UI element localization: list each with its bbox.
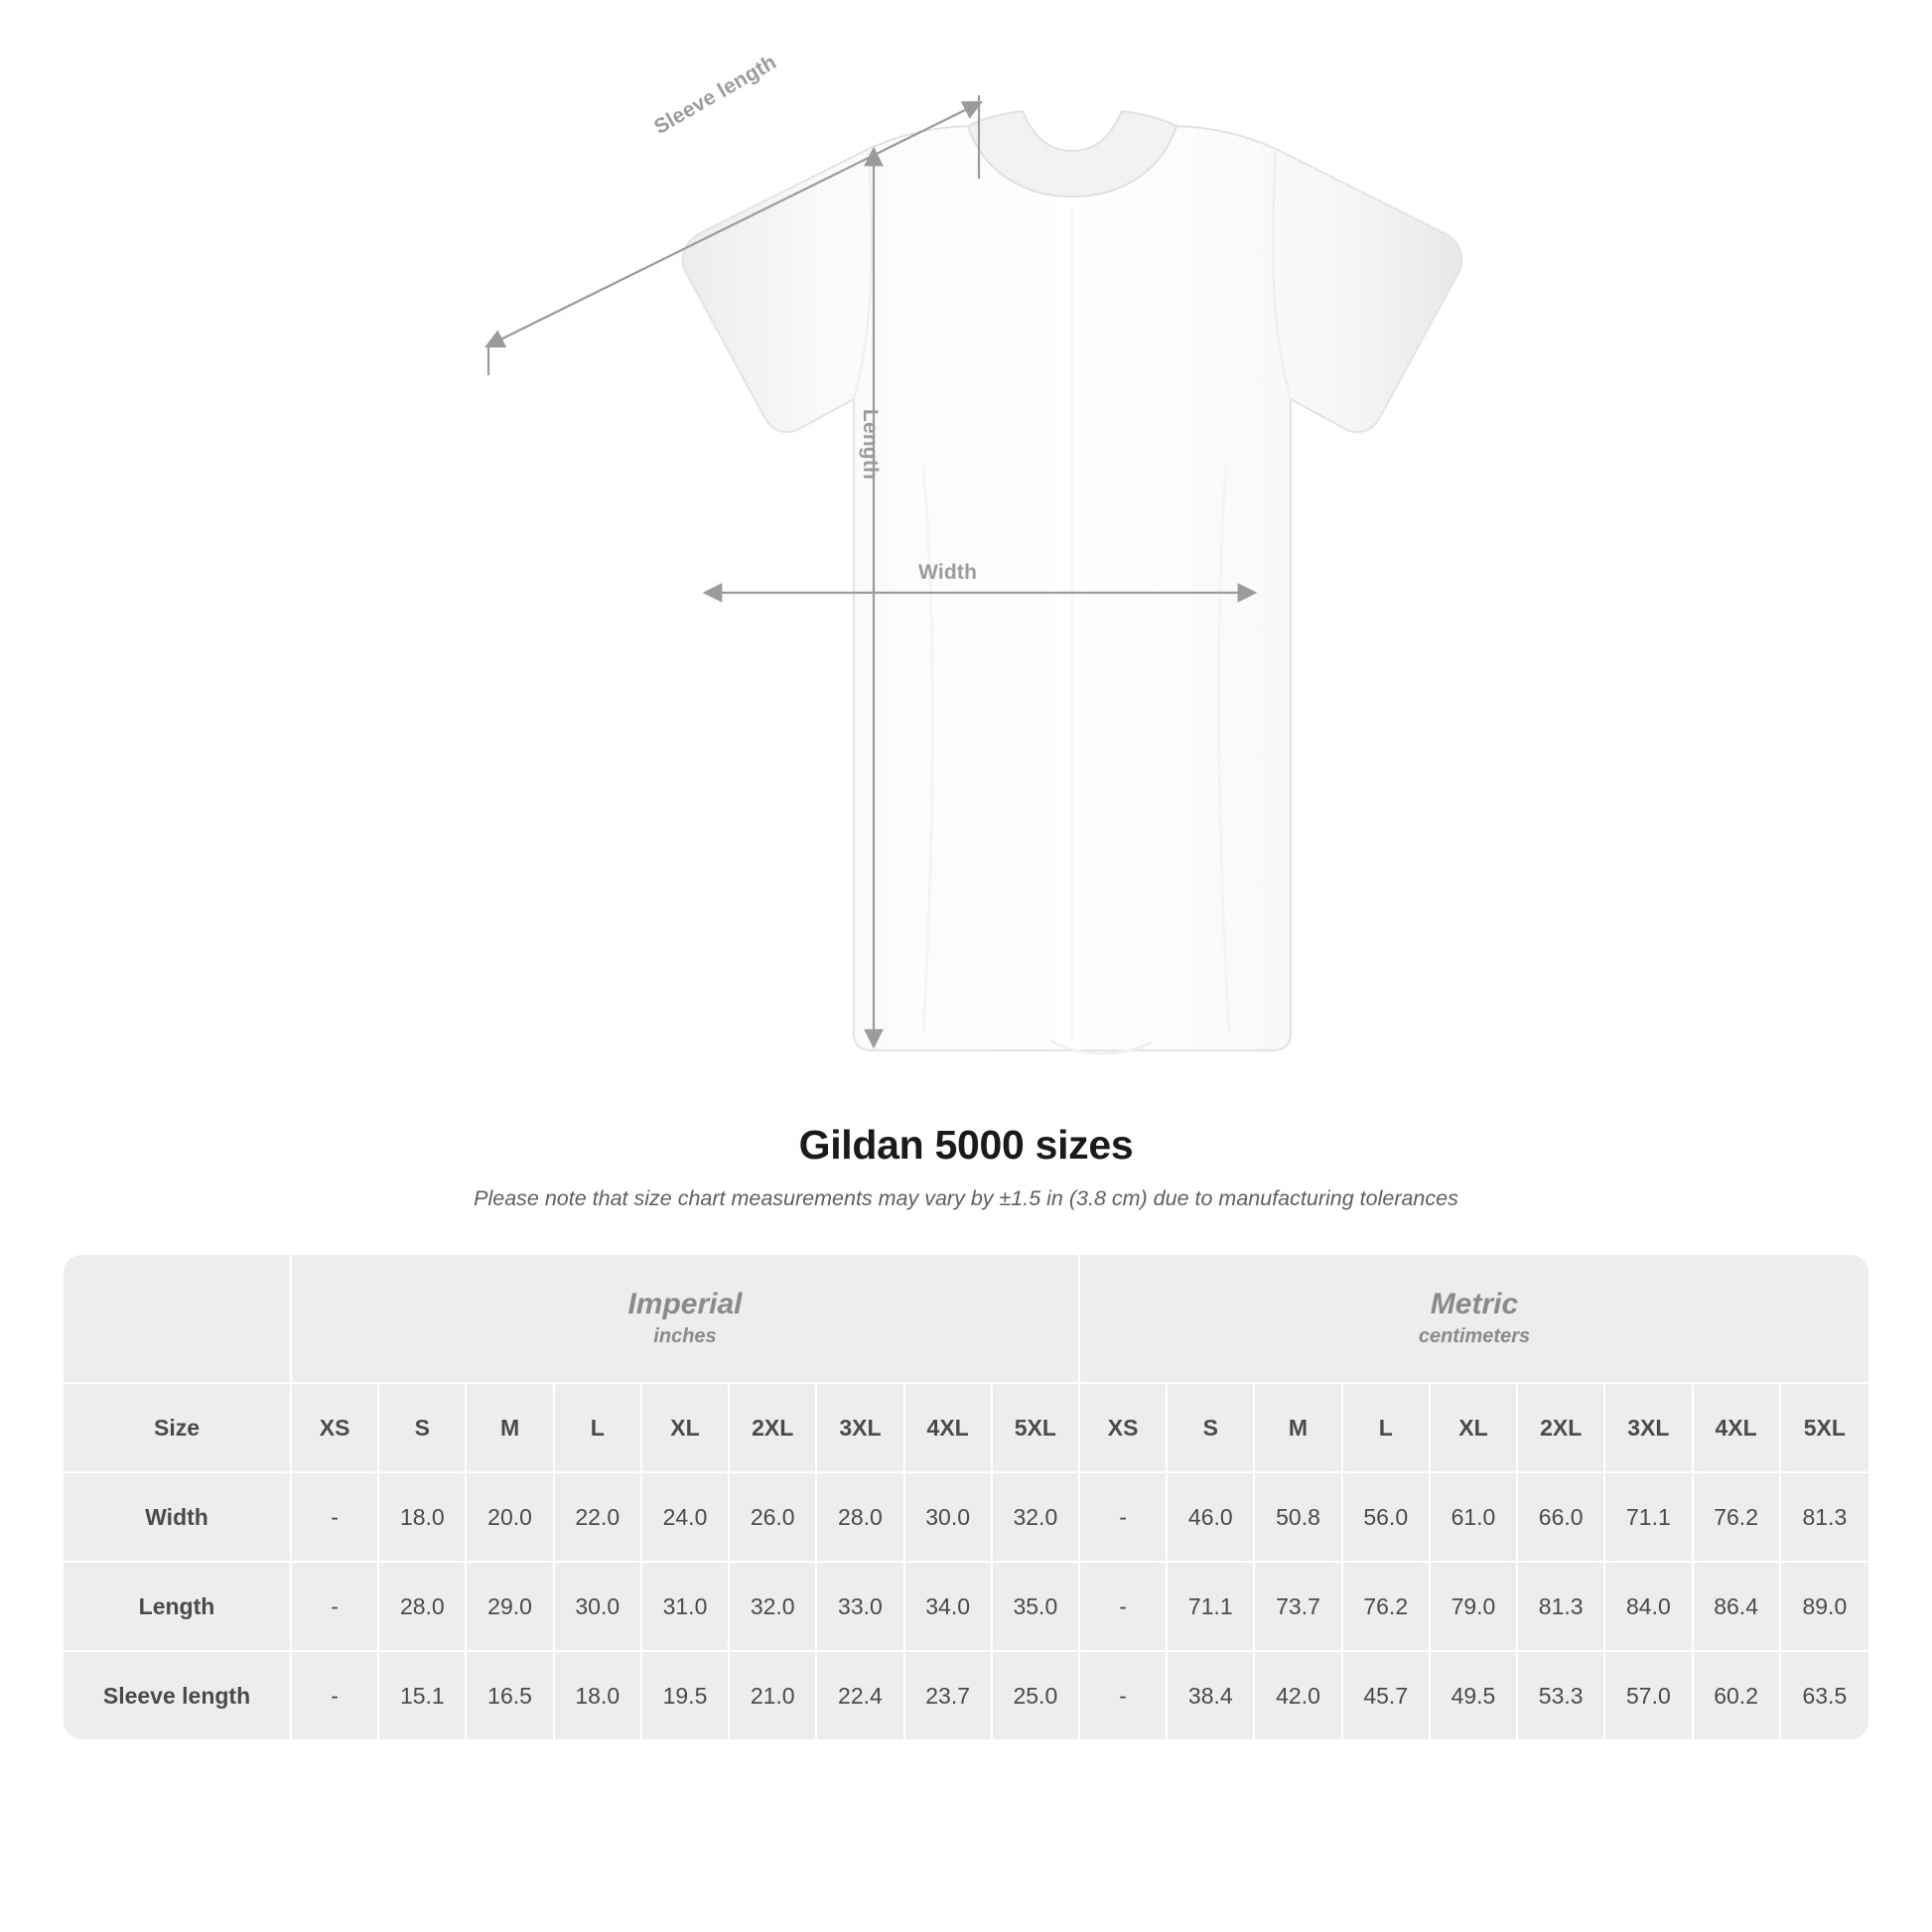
unit-group-metric-name: Metric: [1430, 1288, 1519, 1320]
cell-length-metric-xs: -: [1080, 1563, 1168, 1652]
cell-width-metric-l: 56.0: [1343, 1473, 1431, 1563]
col-metric-s: S: [1168, 1384, 1255, 1473]
cell-length-metric-m: 73.7: [1255, 1563, 1342, 1652]
page-title: Gildan 5000 sizes: [798, 1122, 1134, 1168]
cell-length-metric-4xl: 86.4: [1694, 1563, 1781, 1652]
tolerance-note: Please note that size chart measurements may vary by ±1.5 in (3.8 cm) due to manufacturing tolerances: [474, 1186, 1458, 1210]
cell-width-metric-5xl: 81.3: [1781, 1473, 1868, 1563]
col-imperial-2xl: 2XL: [730, 1384, 817, 1473]
cell-sleeve-metric-xl: 49.5: [1431, 1652, 1518, 1739]
cell-length-metric-xl: 79.0: [1431, 1563, 1518, 1652]
col-imperial-xl: XL: [642, 1384, 730, 1473]
table-row: [64, 1473, 1868, 1563]
cell-width-imperial-l: 22.0: [555, 1473, 642, 1563]
cell-sleeve-metric-m: 42.0: [1255, 1652, 1342, 1739]
unit-group-row: [64, 1255, 1868, 1384]
cell-width-metric-xl: 61.0: [1431, 1473, 1518, 1563]
cell-width-imperial-4xl: 30.0: [905, 1473, 993, 1563]
cell-width-metric-3xl: 71.1: [1605, 1473, 1693, 1563]
cell-width-imperial-2xl: 26.0: [730, 1473, 817, 1563]
cell-sleeve-metric-l: 45.7: [1343, 1652, 1431, 1739]
col-metric-l: L: [1343, 1384, 1431, 1473]
col-metric-m: M: [1255, 1384, 1342, 1473]
cell-length-metric-2xl: 81.3: [1518, 1563, 1605, 1652]
cell-width-imperial-xl: 24.0: [642, 1473, 730, 1563]
col-metric-3xl: 3XL: [1605, 1384, 1693, 1473]
cell-width-metric-xs: -: [1080, 1473, 1168, 1563]
unit-group-imperial-name: Imperial: [627, 1288, 743, 1320]
col-metric-5xl: 5XL: [1781, 1384, 1868, 1473]
row-label-sleeve-length: Sleeve length: [64, 1652, 292, 1739]
row-label-width: Width: [64, 1473, 292, 1563]
cell-width-metric-2xl: 66.0: [1518, 1473, 1605, 1563]
col-imperial-xs: XS: [292, 1384, 379, 1473]
cell-length-imperial-xs: -: [292, 1563, 379, 1652]
size-header-row: [64, 1384, 1868, 1473]
width-dimension-label: Width: [918, 561, 978, 584]
cell-width-imperial-3xl: 28.0: [817, 1473, 904, 1563]
size-header-label: Size: [64, 1384, 292, 1473]
cell-width-imperial-s: 18.0: [379, 1473, 467, 1563]
col-metric-xl: XL: [1431, 1384, 1518, 1473]
cell-width-imperial-m: 20.0: [467, 1473, 554, 1563]
cell-length-imperial-m: 29.0: [467, 1563, 554, 1652]
cell-sleeve-imperial-2xl: 21.0: [730, 1652, 817, 1739]
cell-sleeve-imperial-xl: 19.5: [642, 1652, 730, 1739]
cell-length-imperial-5xl: 35.0: [993, 1563, 1080, 1652]
cell-sleeve-metric-s: 38.4: [1168, 1652, 1255, 1739]
col-metric-2xl: 2XL: [1518, 1384, 1605, 1473]
cell-length-imperial-xl: 31.0: [642, 1563, 730, 1652]
col-imperial-4xl: 4XL: [905, 1384, 993, 1473]
unit-group-metric-sub: centimeters: [1418, 1325, 1531, 1347]
cell-length-imperial-4xl: 34.0: [905, 1563, 993, 1652]
cell-sleeve-imperial-l: 18.0: [555, 1652, 642, 1739]
cell-sleeve-imperial-s: 15.1: [379, 1652, 467, 1739]
cell-width-imperial-5xl: 32.0: [993, 1473, 1080, 1563]
unit-group-imperial: [292, 1255, 1080, 1384]
cell-length-imperial-2xl: 32.0: [730, 1563, 817, 1652]
sleeve-length-dimension-label: Sleeve length: [650, 51, 780, 139]
cell-sleeve-imperial-4xl: 23.7: [905, 1652, 993, 1739]
cell-width-imperial-xs: -: [292, 1473, 379, 1563]
cell-width-metric-s: 46.0: [1168, 1473, 1255, 1563]
cell-width-metric-m: 50.8: [1255, 1473, 1342, 1563]
unit-group-metric: [1080, 1255, 1868, 1384]
cell-length-imperial-s: 28.0: [379, 1563, 467, 1652]
col-imperial-s: S: [379, 1384, 467, 1473]
length-dimension-label: Length: [859, 409, 882, 481]
size-table-wrapper: [64, 1255, 1868, 1739]
col-metric-4xl: 4XL: [1694, 1384, 1781, 1473]
table-corner-cell: [64, 1255, 292, 1384]
cell-length-metric-5xl: 89.0: [1781, 1563, 1868, 1652]
size-table: [64, 1255, 1868, 1739]
cell-sleeve-metric-xs: -: [1080, 1652, 1168, 1739]
cell-length-imperial-l: 30.0: [555, 1563, 642, 1652]
cell-length-metric-l: 76.2: [1343, 1563, 1431, 1652]
table-row: [64, 1563, 1868, 1652]
cell-sleeve-metric-4xl: 60.2: [1694, 1652, 1781, 1739]
unit-group-imperial-sub: inches: [653, 1325, 717, 1347]
col-imperial-5xl: 5XL: [993, 1384, 1080, 1473]
col-imperial-l: L: [555, 1384, 642, 1473]
title-block: [0, 1122, 1932, 1211]
cell-length-imperial-3xl: 33.0: [817, 1563, 904, 1652]
cell-sleeve-imperial-m: 16.5: [467, 1652, 554, 1739]
cell-sleeve-imperial-xs: -: [292, 1652, 379, 1739]
cell-sleeve-imperial-5xl: 25.0: [993, 1652, 1080, 1739]
row-label-length: Length: [64, 1563, 292, 1652]
cell-sleeve-metric-5xl: 63.5: [1781, 1652, 1868, 1739]
cell-width-metric-4xl: 76.2: [1694, 1473, 1781, 1563]
col-metric-xs: XS: [1080, 1384, 1168, 1473]
cell-length-metric-s: 71.1: [1168, 1563, 1255, 1652]
cell-sleeve-imperial-3xl: 22.4: [817, 1652, 904, 1739]
table-row: [64, 1652, 1868, 1739]
cell-sleeve-metric-2xl: 53.3: [1518, 1652, 1605, 1739]
cell-sleeve-metric-3xl: 57.0: [1605, 1652, 1693, 1739]
cell-length-metric-3xl: 84.0: [1605, 1563, 1693, 1652]
col-imperial-3xl: 3XL: [817, 1384, 904, 1473]
col-imperial-m: M: [467, 1384, 554, 1473]
